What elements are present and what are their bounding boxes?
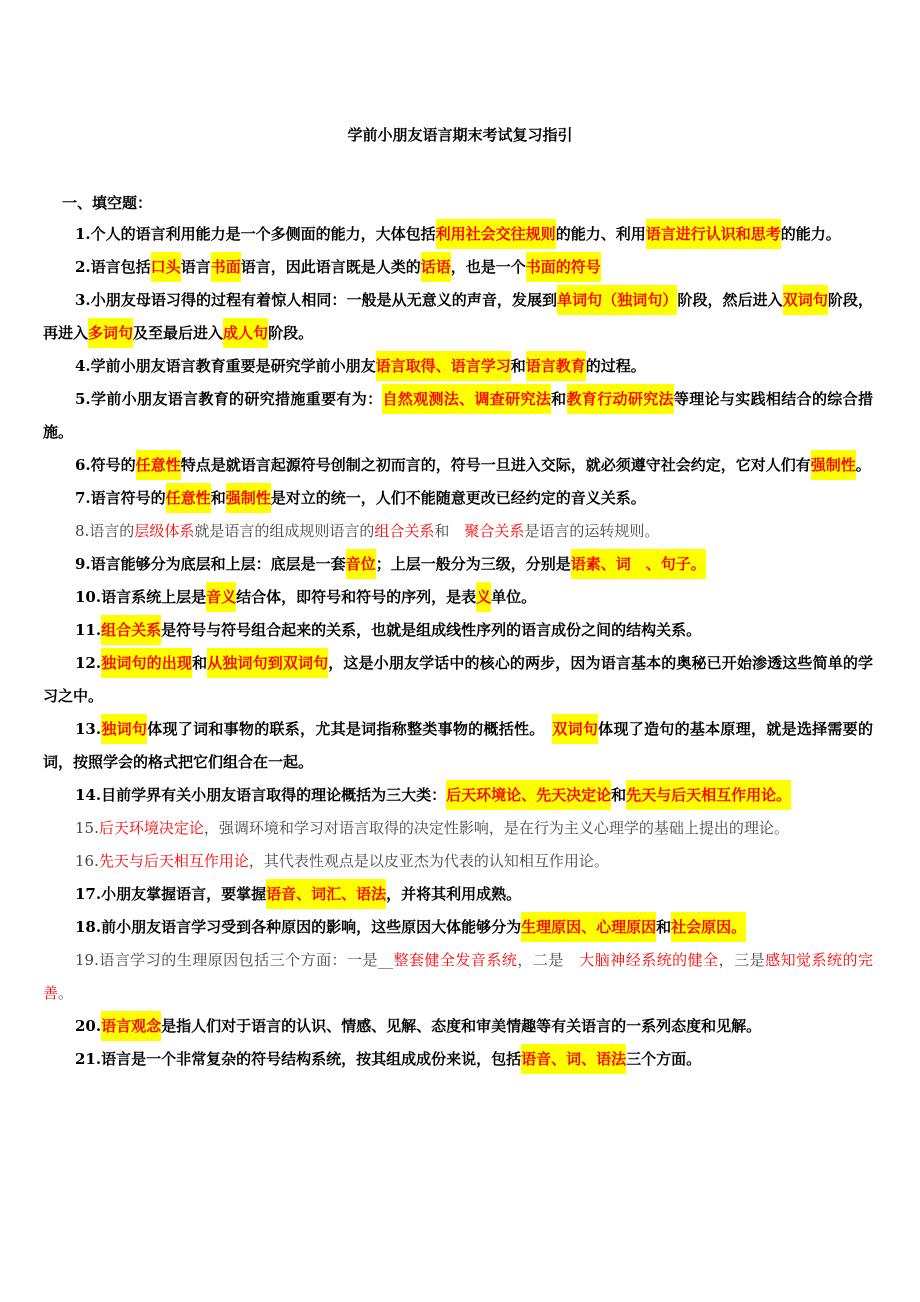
- question-text: 3.小朋友母语习得的过程有着惊人相同：一般是从无意义的声音，发展到: [75, 291, 558, 309]
- answer-highlight: 语言观念: [101, 1011, 161, 1041]
- question-text: 三个方面。: [626, 1050, 702, 1068]
- answer-text: 聚合关系: [464, 522, 525, 540]
- answer-highlight: 生理原因、心理原因: [521, 912, 656, 942]
- question-text: 的过程。: [585, 357, 646, 375]
- question-text: 12.: [75, 654, 102, 672]
- question-text: 20.: [75, 1017, 102, 1035]
- question-text: 2.语言包括: [75, 258, 151, 276]
- question-item: [43, 713, 873, 779]
- question-item: [43, 284, 873, 350]
- question-item: [43, 482, 873, 515]
- answer-highlight: 音位: [346, 549, 376, 579]
- question-text: 1.个人的语言利用能力是一个多侧面的能力，大体包括: [75, 225, 436, 243]
- question-text: 是指人们对于语言的认识、情感、见解、态度和审美情趣等有关语言的一系列态度和见解。: [161, 1017, 762, 1035]
- question-text: 是符号与符号组合起来的关系，也就是组成线性序列的语言成份之间的结构关系。: [161, 621, 702, 639]
- answer-highlight: 双词句: [783, 285, 828, 315]
- answer-highlight: 语素、词 、句子。: [571, 549, 706, 579]
- answer-highlight: 后天环境论、先天决定论: [446, 780, 611, 810]
- answer-highlight: 强制性: [226, 483, 271, 513]
- question-item: [43, 383, 873, 449]
- answer-highlight: 独词句的出现: [101, 648, 192, 678]
- question-text: 。: [58, 984, 74, 1002]
- question-text: 8.语言的: [75, 522, 135, 540]
- question-text: 4.学前小朋友语言教育重要是研究学前小朋友: [75, 357, 376, 375]
- answer-text: 整套健全发音系统: [393, 951, 518, 969]
- question-text: ，二是: [517, 951, 580, 969]
- question-item: [43, 845, 873, 878]
- question-text: 的能力、利用: [555, 225, 646, 243]
- question-item: [43, 1010, 873, 1043]
- question-text: 5.学前小朋友语言教育的研究措施重要有为：: [75, 390, 383, 408]
- question-text: 等理论与实践相结合的综合措施。: [43, 390, 873, 441]
- answer-highlight: 先天与后天相互作用论。: [626, 780, 791, 810]
- question-text: ，三是: [718, 951, 766, 969]
- question-text: 14.目前学界有关小朋友语言取得的理论概括为三大类：: [75, 786, 447, 804]
- question-text: 的能力。: [780, 225, 841, 243]
- question-list: [43, 218, 873, 1076]
- answer-highlight: 音义: [206, 582, 236, 612]
- answer-highlight: 任意性: [136, 450, 181, 480]
- question-text: 阶段，再进入: [43, 291, 873, 342]
- question-text: 10.语言系统上层是: [75, 588, 207, 606]
- answer-highlight: 自然观测法、调查研究法: [382, 384, 551, 414]
- question-item: [43, 350, 873, 383]
- question-item: [43, 1043, 873, 1076]
- answer-highlight: 口头: [151, 252, 181, 282]
- question-item: [43, 614, 873, 647]
- question-text: 语言: [180, 258, 211, 276]
- question-text: 及至最后进入: [133, 324, 224, 342]
- question-text: 9.语言能够分为底层和上层：底层是一套: [75, 555, 346, 573]
- answer-highlight: 任意性: [166, 483, 211, 513]
- answer-highlight: 社会原因。: [671, 912, 746, 942]
- answer-highlight: 书面: [211, 252, 241, 282]
- answer-text: 感知觉系统的完善: [43, 951, 873, 1002]
- answer-text: 后天环境决定论: [98, 819, 204, 837]
- question-text: 是对立的统一，人们不能随意更改已经约定的音义关系。: [270, 489, 646, 507]
- question-text: 和: [434, 522, 465, 540]
- question-text: 和: [656, 918, 672, 936]
- section-heading: 一、填空题：: [62, 194, 153, 212]
- answer-highlight: 组合关系: [101, 615, 161, 645]
- question-text: 就是语言的组成规则语言的: [194, 522, 375, 540]
- question-text: 和: [210, 489, 226, 507]
- question-text: 语言，因此语言既是人类的: [240, 258, 421, 276]
- answer-highlight: 单词句（独词句）: [557, 285, 677, 315]
- question-text: 13.: [75, 720, 102, 738]
- answer-highlight: 语言学习: [451, 351, 511, 381]
- question-text: 15.: [75, 819, 99, 837]
- question-text: 阶段。: [268, 324, 314, 342]
- question-item: [43, 812, 873, 845]
- question-text: 16.: [75, 852, 99, 870]
- question-text: 18.前小朋友语言学习受到各种原因的影响，这些原因大体能够分为: [75, 918, 522, 936]
- question-text: 特点是就语言起源符号创制之初而言的，符号一旦进入交际，就必须遵守社会约定，它对人们有: [180, 456, 811, 474]
- question-text: 结合体，即符号和符号的序列，是表: [236, 588, 477, 606]
- question-item: [43, 251, 873, 284]
- question-text: 11.: [75, 621, 102, 639]
- question-item: [43, 218, 873, 251]
- question-text: 7.语言符号的: [75, 489, 166, 507]
- question-item: [43, 779, 873, 812]
- answer-highlight: 强制性: [811, 450, 856, 480]
- answer-highlight: 语音、词汇、语法: [266, 879, 386, 909]
- question-text: ；上层一般分为三级，分别是: [375, 555, 571, 573]
- answer-highlight: 利用社会交往规则: [436, 219, 556, 249]
- answer-highlight: 义: [476, 582, 491, 612]
- answer-highlight: 成人句: [223, 318, 268, 348]
- question-text: 是语言的运转规则。: [524, 522, 660, 540]
- question-text: 体现了造句的基本原理，就是选择需要的词，按照学会的格式把它们组合在一起。: [43, 720, 873, 771]
- answer-text: 层级体系: [134, 522, 195, 540]
- question-item: [43, 515, 873, 548]
- question-text: 体现了词和事物的联系，尤其是词指称整类事物的概括性。: [147, 720, 553, 738]
- answer-text: 大脑神经系统的健全: [579, 951, 719, 969]
- question-text: 19.语言学习的生理原因包括三个方面：一是__: [75, 951, 394, 969]
- question-text: ，强调环境和学习对语言取得的决定性影响，是在行为主义心理学的基础上提出的理论。: [203, 819, 789, 837]
- document-title: 学前小朋友语言期末考试复习指引: [347, 126, 573, 144]
- question-text: 17.小朋友掌握语言，要掌握: [75, 885, 267, 903]
- answer-text: 组合关系: [374, 522, 435, 540]
- question-text: 和: [551, 390, 567, 408]
- question-text: ，并将其利用成熟。: [386, 885, 522, 903]
- question-text: 。: [855, 456, 871, 474]
- answer-highlight: 语言教育: [526, 351, 586, 381]
- question-text: 6.符号的: [75, 456, 136, 474]
- answer-highlight: 话语: [421, 252, 451, 282]
- question-text: 阶段，然后进入: [677, 291, 783, 309]
- question-text: ，也是一个: [450, 258, 526, 276]
- question-item: [43, 647, 873, 713]
- answer-highlight: 独词句: [101, 714, 147, 744]
- question-item: [43, 911, 873, 944]
- question-text: 和: [510, 357, 526, 375]
- question-item: [43, 449, 873, 482]
- question-text: 单位。: [491, 588, 537, 606]
- question-text: 和: [611, 786, 627, 804]
- answer-highlight: 书面的符号: [526, 252, 601, 282]
- question-text: ，这是小朋友学话中的核心的两步，因为语言基本的奥秘已开始渗透这些简单的学习之中。: [43, 654, 873, 705]
- answer-highlight: 语音、词、语法: [521, 1044, 626, 1074]
- question-item: [43, 581, 873, 614]
- question-item: [43, 548, 873, 581]
- answer-text: 先天与后天相互作用论: [98, 852, 249, 870]
- question-text: 和: [192, 654, 208, 672]
- question-item: [43, 944, 873, 1010]
- question-text: 21.语言是一个非常复杂的符号结构系统，按其组成成份来说，包括: [75, 1050, 522, 1068]
- answer-highlight: 从独词句到双词句: [207, 648, 328, 678]
- answer-highlight: 、: [436, 351, 451, 381]
- answer-highlight: 教育行动研究法: [567, 384, 674, 414]
- answer-highlight: 语言取得: [376, 351, 436, 381]
- answer-highlight: 双词句: [552, 714, 598, 744]
- question-item: [43, 878, 873, 911]
- answer-highlight: 多词句: [88, 318, 133, 348]
- question-text: ，其代表性观点是以皮亚杰为代表的认知相互作用论。: [248, 852, 609, 870]
- answer-highlight: 语言进行认识和思考: [646, 219, 781, 249]
